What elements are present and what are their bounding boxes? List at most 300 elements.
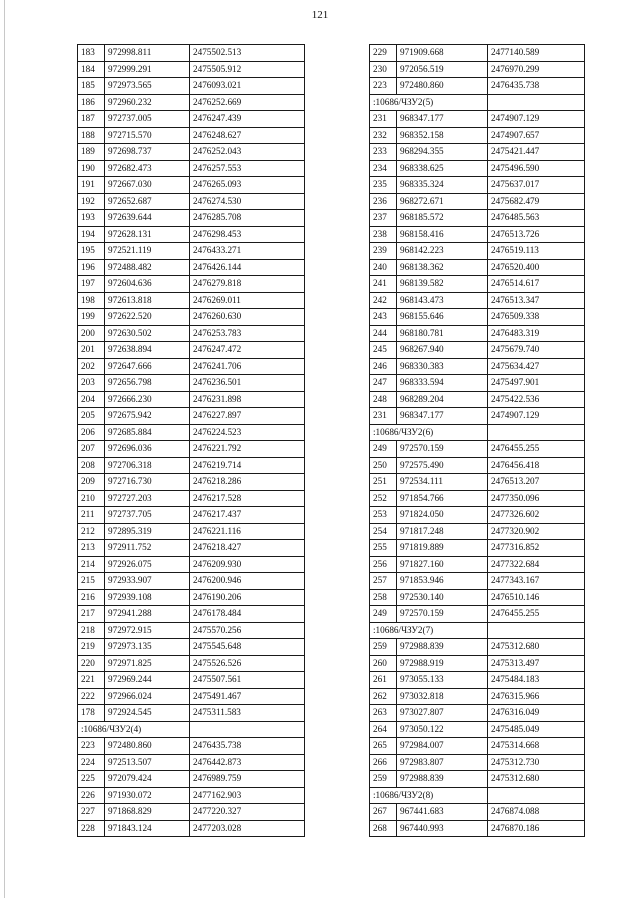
- table-row: [78, 804, 305, 821]
- empty-cell: [190, 721, 305, 738]
- x-coordinate: 972939.108: [105, 589, 190, 606]
- point-number: 216: [78, 589, 105, 606]
- x-coordinate: 972630.502: [105, 325, 190, 342]
- table-row: [370, 45, 585, 62]
- table-row: [78, 754, 305, 771]
- point-number: 200: [78, 325, 105, 342]
- y-coordinate: 2475502.513: [190, 45, 305, 62]
- x-coordinate: 972480.860: [105, 738, 190, 755]
- point-number: 217: [78, 606, 105, 623]
- point-number: 190: [78, 160, 105, 177]
- table-row: [78, 672, 305, 689]
- y-coordinate: 2477220.327: [190, 804, 305, 821]
- table-row: [78, 738, 305, 755]
- point-number: 265: [370, 738, 397, 755]
- x-coordinate: 972638.894: [105, 342, 190, 359]
- table-row: [370, 490, 585, 507]
- y-coordinate: 2475545.648: [190, 639, 305, 656]
- page-edge-line: [4, 0, 5, 898]
- y-coordinate: 2476520.400: [488, 259, 585, 276]
- x-coordinate: 972924.545: [105, 705, 190, 722]
- y-coordinate: 2476513.347: [488, 292, 585, 309]
- x-coordinate: 972570.159: [397, 606, 488, 623]
- x-coordinate: 972737.005: [105, 111, 190, 128]
- table-row: [370, 738, 585, 755]
- y-coordinate: 2476265.093: [190, 177, 305, 194]
- table-row: [78, 342, 305, 359]
- y-coordinate: 2476269.011: [190, 292, 305, 309]
- table-row: [370, 705, 585, 722]
- section-label: :10686/ЧЗУ2(8): [370, 787, 488, 804]
- y-coordinate: 2476224.523: [190, 424, 305, 441]
- x-coordinate: 972988.919: [397, 655, 488, 672]
- x-coordinate: 968330.383: [397, 358, 488, 375]
- point-number: 237: [370, 210, 397, 227]
- point-number: 178: [78, 705, 105, 722]
- table-row: [370, 259, 585, 276]
- x-coordinate: 971853.946: [397, 573, 488, 590]
- x-coordinate: 968289.204: [397, 391, 488, 408]
- point-number: 211: [78, 507, 105, 524]
- y-coordinate: 2476514.617: [488, 276, 585, 293]
- point-number: 259: [370, 639, 397, 656]
- y-coordinate: 2475497.901: [488, 375, 585, 392]
- y-coordinate: 2476970.299: [488, 61, 585, 78]
- table-row: [78, 589, 305, 606]
- table-row: [370, 408, 585, 425]
- point-number: 234: [370, 160, 397, 177]
- x-coordinate: 968347.177: [397, 111, 488, 128]
- table-row: [78, 474, 305, 491]
- y-coordinate: 2476190.206: [190, 589, 305, 606]
- point-number: 214: [78, 556, 105, 573]
- table-row: [370, 672, 585, 689]
- y-coordinate: 2476178.484: [190, 606, 305, 623]
- x-coordinate: 968185.572: [397, 210, 488, 227]
- y-coordinate: 2476217.528: [190, 490, 305, 507]
- point-number: 199: [78, 309, 105, 326]
- point-number: 240: [370, 259, 397, 276]
- x-coordinate: 972628.131: [105, 226, 190, 243]
- section-label: :10686/ЧЗУ2(6): [370, 424, 488, 441]
- table-row: [78, 259, 305, 276]
- table-row: [370, 193, 585, 210]
- point-number: 258: [370, 589, 397, 606]
- table-row: [370, 754, 585, 771]
- point-number: 256: [370, 556, 397, 573]
- point-number: 186: [78, 94, 105, 111]
- y-coordinate: 2476285.708: [190, 210, 305, 227]
- section-label: :10686/ЧЗУ2(4): [78, 721, 190, 738]
- x-coordinate: 972941.288: [105, 606, 190, 623]
- y-coordinate: 2475491.467: [190, 688, 305, 705]
- point-number: 202: [78, 358, 105, 375]
- point-number: 243: [370, 309, 397, 326]
- y-coordinate: 2475507.561: [190, 672, 305, 689]
- table-row: [78, 556, 305, 573]
- x-coordinate: 972656.798: [105, 375, 190, 392]
- table-row: [78, 490, 305, 507]
- table-row: [370, 358, 585, 375]
- y-coordinate: 2474907.129: [488, 111, 585, 128]
- x-coordinate: 972652.687: [105, 193, 190, 210]
- point-number: 233: [370, 144, 397, 161]
- table-row: [78, 391, 305, 408]
- y-coordinate: 2476221.116: [190, 523, 305, 540]
- x-coordinate: 972973.565: [105, 78, 190, 95]
- point-number: 185: [78, 78, 105, 95]
- x-coordinate: 972666.230: [105, 391, 190, 408]
- point-number: 194: [78, 226, 105, 243]
- x-coordinate: 972521.119: [105, 243, 190, 260]
- table-row: [78, 210, 305, 227]
- table-row: [78, 309, 305, 326]
- x-coordinate: 972960.232: [105, 94, 190, 111]
- x-coordinate: 968338.625: [397, 160, 488, 177]
- y-coordinate: 2475634.427: [488, 358, 585, 375]
- y-coordinate: 2476241.706: [190, 358, 305, 375]
- x-coordinate: 968143.473: [397, 292, 488, 309]
- table-row: [370, 276, 585, 293]
- table-row: [370, 375, 585, 392]
- y-coordinate: 2476252.043: [190, 144, 305, 161]
- table-row: [370, 688, 585, 705]
- point-number: 261: [370, 672, 397, 689]
- y-coordinate: 2476456.418: [488, 457, 585, 474]
- point-number: 196: [78, 259, 105, 276]
- y-coordinate: 2476315.966: [488, 688, 585, 705]
- y-coordinate: 2476219.714: [190, 457, 305, 474]
- y-coordinate: 2475570.256: [190, 622, 305, 639]
- point-number: 219: [78, 639, 105, 656]
- x-coordinate: 972480.860: [397, 78, 488, 95]
- y-coordinate: 2477320.902: [488, 523, 585, 540]
- point-number: 257: [370, 573, 397, 590]
- y-coordinate: 2476231.898: [190, 391, 305, 408]
- x-coordinate: 971827.160: [397, 556, 488, 573]
- y-coordinate: 2476252.669: [190, 94, 305, 111]
- table-row: [370, 573, 585, 590]
- y-coordinate: 2475505.912: [190, 61, 305, 78]
- x-coordinate: 972530.140: [397, 589, 488, 606]
- point-number: 232: [370, 127, 397, 144]
- point-number: 239: [370, 243, 397, 260]
- x-coordinate: 972933.907: [105, 573, 190, 590]
- y-coordinate: 2475526.526: [190, 655, 305, 672]
- x-coordinate: 971854.766: [397, 490, 488, 507]
- point-number: 208: [78, 457, 105, 474]
- y-coordinate: 2476218.286: [190, 474, 305, 491]
- point-number: 229: [370, 45, 397, 62]
- x-coordinate: 972079.424: [105, 771, 190, 788]
- y-coordinate: 2477350.096: [488, 490, 585, 507]
- point-number: 205: [78, 408, 105, 425]
- coordinates-table-right: [369, 44, 585, 837]
- table-row: [78, 61, 305, 78]
- table-row: [370, 127, 585, 144]
- y-coordinate: 2475682.479: [488, 193, 585, 210]
- y-coordinate: 2476247.472: [190, 342, 305, 359]
- point-number: 220: [78, 655, 105, 672]
- y-coordinate: 2476509.338: [488, 309, 585, 326]
- point-number: 207: [78, 441, 105, 458]
- point-number: 252: [370, 490, 397, 507]
- y-coordinate: 2477162.903: [190, 787, 305, 804]
- point-number: 235: [370, 177, 397, 194]
- point-number: 236: [370, 193, 397, 210]
- section-row: [370, 94, 585, 111]
- x-coordinate: 968272.671: [397, 193, 488, 210]
- y-coordinate: 2476989.759: [190, 771, 305, 788]
- x-coordinate: 972737.705: [105, 507, 190, 524]
- coordinates-table-left: [77, 44, 305, 837]
- table-row: [78, 127, 305, 144]
- y-coordinate: 2475496.590: [488, 160, 585, 177]
- point-number: 253: [370, 507, 397, 524]
- point-number: 226: [78, 787, 105, 804]
- y-coordinate: 2474907.657: [488, 127, 585, 144]
- y-coordinate: 2476874.088: [488, 804, 585, 821]
- y-coordinate: 2476519.113: [488, 243, 585, 260]
- table-row: [78, 226, 305, 243]
- table-row: [370, 160, 585, 177]
- table-row: [370, 589, 585, 606]
- empty-cell: [488, 787, 585, 804]
- table-row: [370, 804, 585, 821]
- y-coordinate: 2474907.129: [488, 408, 585, 425]
- point-number: 247: [370, 375, 397, 392]
- x-coordinate: 971824.050: [397, 507, 488, 524]
- x-coordinate: 972698.737: [105, 144, 190, 161]
- y-coordinate: 2475422.536: [488, 391, 585, 408]
- point-number: 191: [78, 177, 105, 194]
- y-coordinate: 2475485.049: [488, 721, 585, 738]
- table-row: [78, 820, 305, 837]
- table-row: [370, 111, 585, 128]
- x-coordinate: 972639.644: [105, 210, 190, 227]
- y-coordinate: 2476485.563: [488, 210, 585, 227]
- section-row: [370, 787, 585, 804]
- x-coordinate: 972969.244: [105, 672, 190, 689]
- point-number: 267: [370, 804, 397, 821]
- y-coordinate: 2476426.144: [190, 259, 305, 276]
- x-coordinate: 972983.807: [397, 754, 488, 771]
- x-coordinate: 971817.248: [397, 523, 488, 540]
- table-row: [370, 540, 585, 557]
- point-number: 213: [78, 540, 105, 557]
- table-row: [78, 639, 305, 656]
- table-row: [370, 210, 585, 227]
- point-number: 254: [370, 523, 397, 540]
- point-number: 266: [370, 754, 397, 771]
- y-coordinate: 2477203.028: [190, 820, 305, 837]
- table-row: [78, 771, 305, 788]
- table-row: [78, 358, 305, 375]
- table-row: [78, 787, 305, 804]
- y-coordinate: 2475312.730: [488, 754, 585, 771]
- x-coordinate: 968180.781: [397, 325, 488, 342]
- y-coordinate: 2475679.740: [488, 342, 585, 359]
- point-number: 260: [370, 655, 397, 672]
- section-label: :10686/ЧЗУ2(7): [370, 622, 488, 639]
- point-number: 198: [78, 292, 105, 309]
- x-coordinate: 972647.666: [105, 358, 190, 375]
- point-number: 188: [78, 127, 105, 144]
- table-row: [78, 78, 305, 95]
- y-coordinate: 2476442.873: [190, 754, 305, 771]
- point-number: 262: [370, 688, 397, 705]
- point-number: 242: [370, 292, 397, 309]
- table-row: [370, 309, 585, 326]
- table-row: [370, 606, 585, 623]
- y-coordinate: 2477343.167: [488, 573, 585, 590]
- table-row: [78, 408, 305, 425]
- x-coordinate: 968139.582: [397, 276, 488, 293]
- point-number: 187: [78, 111, 105, 128]
- table-row: [370, 325, 585, 342]
- table-row: [370, 721, 585, 738]
- point-number: 248: [370, 391, 397, 408]
- point-number: 224: [78, 754, 105, 771]
- coordinates-table-left-body: [78, 45, 305, 837]
- table-row: [78, 688, 305, 705]
- point-number: 189: [78, 144, 105, 161]
- table-row: [78, 276, 305, 293]
- point-number: 268: [370, 820, 397, 837]
- point-number: 215: [78, 573, 105, 590]
- table-row: [78, 606, 305, 623]
- table-row: [370, 78, 585, 95]
- point-number: 227: [78, 804, 105, 821]
- point-number: 228: [78, 820, 105, 837]
- table-row: [370, 177, 585, 194]
- y-coordinate: 2476298.453: [190, 226, 305, 243]
- section-row: [370, 424, 585, 441]
- table-row: [370, 556, 585, 573]
- x-coordinate: 972716.730: [105, 474, 190, 491]
- x-coordinate: 972685.884: [105, 424, 190, 441]
- point-number: 183: [78, 45, 105, 62]
- table-row: [78, 424, 305, 441]
- point-number: 259: [370, 771, 397, 788]
- point-number: 241: [370, 276, 397, 293]
- table-row: [78, 655, 305, 672]
- table-row: [78, 292, 305, 309]
- point-number: 197: [78, 276, 105, 293]
- point-number: 206: [78, 424, 105, 441]
- point-number: 264: [370, 721, 397, 738]
- table-row: [78, 144, 305, 161]
- x-coordinate: 972696.036: [105, 441, 190, 458]
- table-row: [370, 61, 585, 78]
- point-number: 210: [78, 490, 105, 507]
- empty-cell: [488, 622, 585, 639]
- table-row: [78, 523, 305, 540]
- empty-cell: [488, 94, 585, 111]
- y-coordinate: 2476200.946: [190, 573, 305, 590]
- x-coordinate: 972999.291: [105, 61, 190, 78]
- point-number: 249: [370, 606, 397, 623]
- table-row: [370, 342, 585, 359]
- table-row: [370, 226, 585, 243]
- point-number: 201: [78, 342, 105, 359]
- y-coordinate: 2476247.439: [190, 111, 305, 128]
- table-row: [370, 243, 585, 260]
- empty-cell: [488, 424, 585, 441]
- point-number: 249: [370, 441, 397, 458]
- y-coordinate: 2477140.589: [488, 45, 585, 62]
- table-row: [78, 325, 305, 342]
- point-number: 203: [78, 375, 105, 392]
- table-row: [370, 441, 585, 458]
- x-coordinate: 973027.807: [397, 705, 488, 722]
- y-coordinate: 2476257.553: [190, 160, 305, 177]
- table-row: [78, 622, 305, 639]
- x-coordinate: 972727.203: [105, 490, 190, 507]
- x-coordinate: 973050.122: [397, 721, 488, 738]
- table-row: [370, 820, 585, 837]
- table-row: [78, 457, 305, 474]
- table-row: [370, 391, 585, 408]
- x-coordinate: 971930.072: [105, 787, 190, 804]
- table-row: [370, 523, 585, 540]
- x-coordinate: 972675.942: [105, 408, 190, 425]
- x-coordinate: 968158.416: [397, 226, 488, 243]
- x-coordinate: 968294.355: [397, 144, 488, 161]
- point-number: 238: [370, 226, 397, 243]
- y-coordinate: 2476483.319: [488, 325, 585, 342]
- table-row: [370, 144, 585, 161]
- y-coordinate: 2475311.583: [190, 705, 305, 722]
- x-coordinate: 967440.993: [397, 820, 488, 837]
- x-coordinate: 972715.570: [105, 127, 190, 144]
- x-coordinate: 972911.752: [105, 540, 190, 557]
- x-coordinate: 972622.520: [105, 309, 190, 326]
- point-number: 212: [78, 523, 105, 540]
- point-number: 218: [78, 622, 105, 639]
- section-row: [370, 622, 585, 639]
- point-number: 193: [78, 210, 105, 227]
- y-coordinate: 2476510.146: [488, 589, 585, 606]
- y-coordinate: 2476221.792: [190, 441, 305, 458]
- table-row: [78, 94, 305, 111]
- y-coordinate: 2476316.049: [488, 705, 585, 722]
- y-coordinate: 2476248.627: [190, 127, 305, 144]
- x-coordinate: 972973.135: [105, 639, 190, 656]
- x-coordinate: 973055.133: [397, 672, 488, 689]
- table-row: [78, 193, 305, 210]
- point-number: 251: [370, 474, 397, 491]
- point-number: 245: [370, 342, 397, 359]
- y-coordinate: 2477322.684: [488, 556, 585, 573]
- point-number: 231: [370, 111, 397, 128]
- x-coordinate: 972926.075: [105, 556, 190, 573]
- table-row: [78, 375, 305, 392]
- x-coordinate: 973032.818: [397, 688, 488, 705]
- y-coordinate: 2476455.255: [488, 441, 585, 458]
- point-number: 230: [370, 61, 397, 78]
- table-row: [370, 457, 585, 474]
- table-row: [78, 160, 305, 177]
- point-number: 244: [370, 325, 397, 342]
- table-row: [370, 474, 585, 491]
- x-coordinate: 972971.825: [105, 655, 190, 672]
- point-number: 184: [78, 61, 105, 78]
- x-coordinate: 972570.159: [397, 441, 488, 458]
- table-row: [78, 441, 305, 458]
- table-row: [370, 639, 585, 656]
- point-number: 192: [78, 193, 105, 210]
